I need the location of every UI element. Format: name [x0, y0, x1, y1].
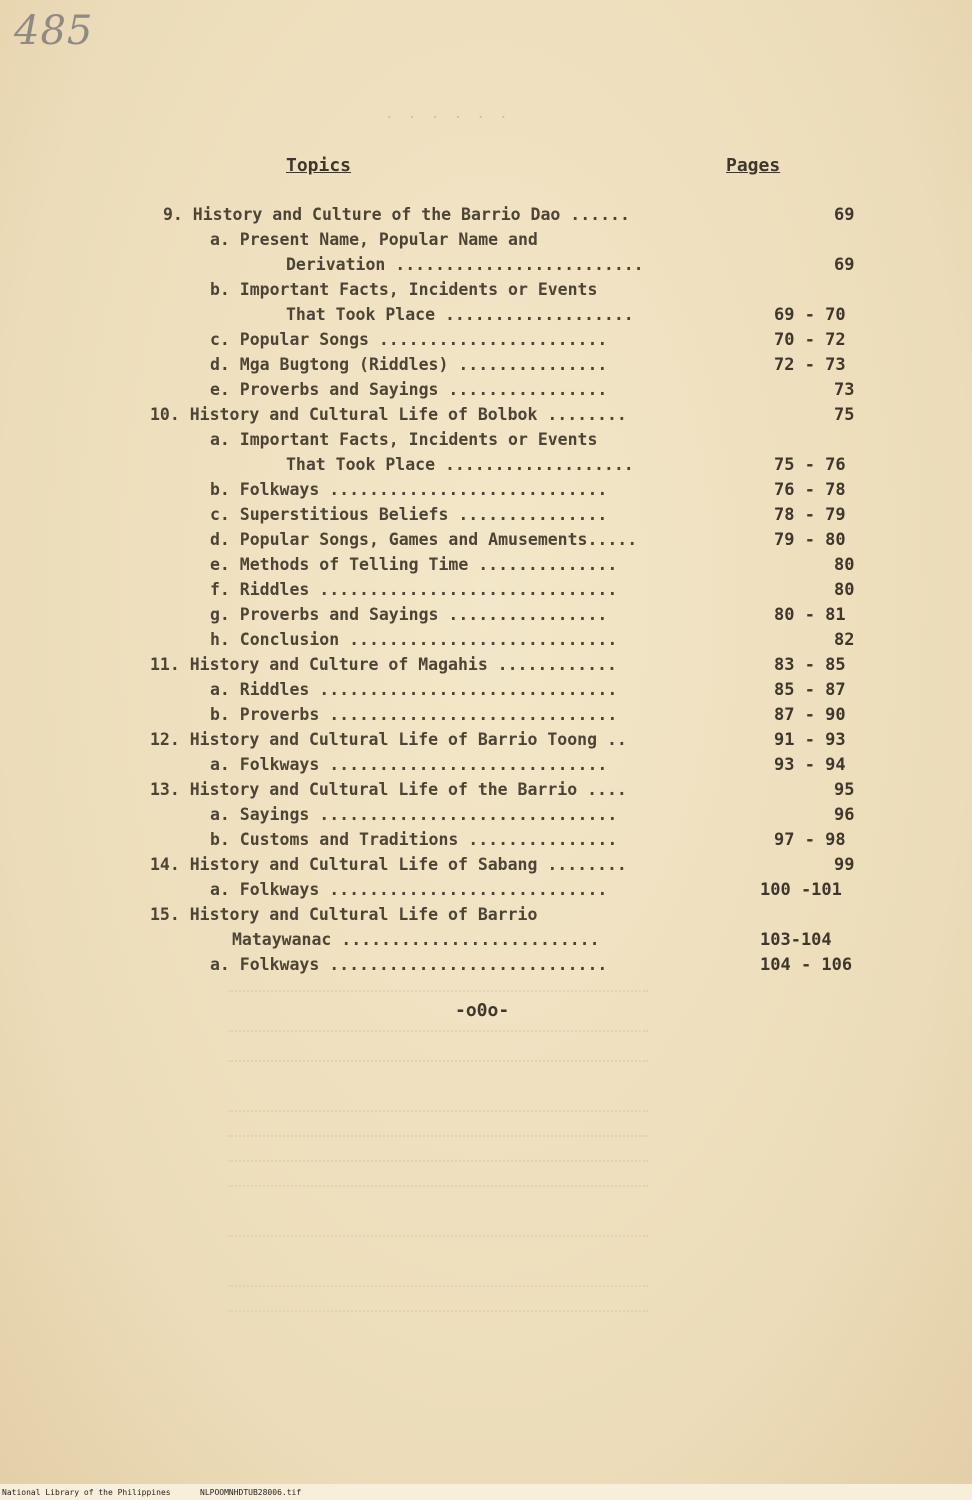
toc-entry: a. Sayings .............................. [210, 805, 618, 824]
toc-entry: b. Important Facts, Incidents or Events [210, 280, 598, 299]
toc-page: 96 [834, 805, 855, 825]
handwritten-page-number: 485 [14, 8, 94, 54]
toc-page: 104 - 106 [760, 955, 853, 975]
toc-page: 80 [834, 555, 855, 575]
toc-entry: a. Folkways ............................ [210, 755, 608, 774]
toc-entry: a. Important Facts, Incidents or Events [210, 430, 598, 449]
toc-page: 73 [834, 380, 855, 400]
end-mark: -o0o- [455, 1000, 510, 1021]
toc-entry: 13. History and Cultural Life of the Barrio .... [150, 780, 627, 799]
bleed-through-line [228, 1160, 648, 1162]
toc-page: 103-104 [760, 930, 832, 950]
toc-entry: e. Proverbs and Sayings ................ [210, 380, 608, 399]
toc-page: 100 -101 [760, 880, 842, 900]
toc-entry: d. Mga Bugtong (Riddles) ............... [210, 355, 608, 374]
toc-page: 85 - 87 [774, 680, 846, 700]
toc-page: 69 [834, 255, 855, 275]
bleed-through-line [228, 1285, 648, 1287]
toc-page: 75 - 76 [774, 455, 846, 475]
bleed-through-line [228, 1110, 648, 1112]
toc-entry: b. Customs and Traditions ............... [210, 830, 618, 849]
toc-page: 78 - 79 [774, 505, 846, 525]
toc-page: 79 - 80 [774, 530, 846, 550]
toc-entry: a. Folkways ............................ [210, 955, 608, 974]
toc-page: 97 - 98 [774, 830, 846, 850]
toc-page: 99 [834, 855, 855, 875]
toc-entry: b. Folkways ............................ [210, 480, 608, 499]
toc-page: 95 [834, 780, 855, 800]
bleed-through-line [228, 1235, 648, 1237]
toc-page: 69 [834, 205, 855, 225]
toc-page: 83 - 85 [774, 655, 846, 675]
topics-heading: Topics [286, 155, 352, 176]
toc-entry: a. Riddles .............................. [210, 680, 618, 699]
toc-entry: f. Riddles .............................. [210, 580, 618, 599]
toc-page: 69 - 70 [774, 305, 846, 325]
toc-entry: Mataywanac .......................... [232, 930, 600, 949]
toc-page: 93 - 94 [774, 755, 846, 775]
toc-entry: 14. History and Cultural Life of Sabang ........ [150, 855, 627, 874]
toc-entry: d. Popular Songs, Games and Amusements..... [210, 530, 638, 549]
toc-entry: 12. History and Cultural Life of Barrio Toong .. [150, 730, 627, 749]
toc-entry: g. Proverbs and Sayings ................ [210, 605, 608, 624]
toc-page: 72 - 73 [774, 355, 846, 375]
toc-entry: 10. History and Cultural Life of Bolbok ........ [150, 405, 627, 424]
faint-bleedthrough-title: · · · · · · [385, 110, 511, 126]
toc-page: 80 [834, 580, 855, 600]
pages-heading: Pages [726, 155, 781, 176]
toc-entry: c. Popular Songs ....................... [210, 330, 608, 349]
toc-page: 91 - 93 [774, 730, 846, 750]
bleed-through-line [228, 1310, 648, 1312]
toc-entry: c. Superstitious Beliefs ............... [210, 505, 608, 524]
toc-entry: That Took Place ................... [286, 305, 634, 324]
toc-entry: h. Conclusion ........................... [210, 630, 618, 649]
bleed-through-line [228, 1030, 648, 1032]
toc-entry: Derivation ......................... [286, 255, 644, 274]
toc-page: 75 [834, 405, 855, 425]
toc-page: 76 - 78 [774, 480, 846, 500]
footer-filename: NLPOOMNHDTUB28006.tif [200, 1488, 302, 1497]
toc-page: 80 - 81 [774, 605, 846, 625]
scan-footer [0, 1484, 972, 1500]
toc-page: 70 - 72 [774, 330, 846, 350]
bleed-through-line [228, 1060, 648, 1062]
footer-library: National Library of the Philippines [2, 1488, 171, 1497]
toc-entry: a. Present Name, Popular Name and [210, 230, 538, 249]
toc-entry: e. Methods of Telling Time .............. [210, 555, 618, 574]
toc-entry: b. Proverbs ............................. [210, 705, 618, 724]
toc-entry: a. Folkways ............................ [210, 880, 608, 899]
toc-entry: 11. History and Culture of Magahis ............ [150, 655, 617, 674]
bleed-through-line [228, 990, 648, 992]
toc-entry: That Took Place ................... [286, 455, 634, 474]
toc-page: 87 - 90 [774, 705, 846, 725]
bleed-through-line [228, 1185, 648, 1187]
bleed-through-line [228, 1135, 648, 1137]
toc-page: 82 [834, 630, 855, 650]
toc-entry: 9. History and Culture of the Barrio Dao ...... [163, 205, 630, 224]
toc-entry: 15. History and Cultural Life of Barrio [150, 905, 538, 924]
